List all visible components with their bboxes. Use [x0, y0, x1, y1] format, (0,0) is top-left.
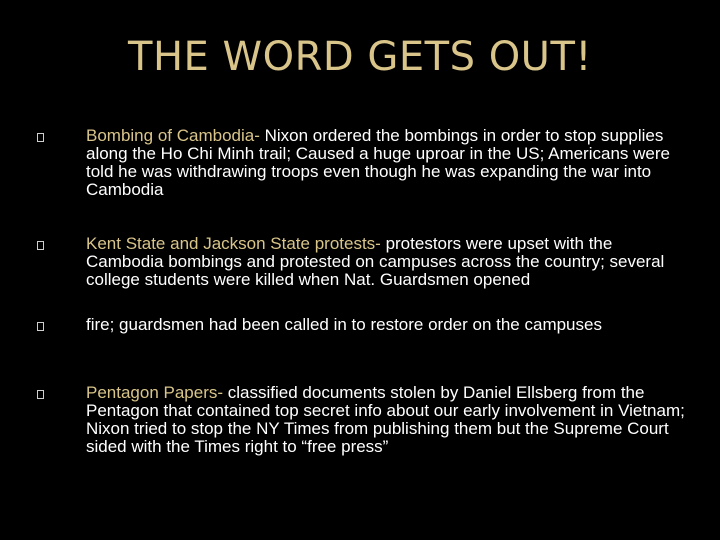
square-bullet-icon: [37, 390, 44, 399]
bullet-body: Nixon ordered the bombings in order to stop supplies along the Ho Chi Minh trail; Caused a huge uproar in the US; Americans were told he was withdrawing troops even though he was expanding the war into Cambodia: [86, 126, 670, 199]
bullet-lead: Kent State and Jackson State protests-: [86, 234, 381, 253]
bullet-text: [86, 127, 686, 199]
bullet-text: [86, 384, 686, 456]
bullet-text: [86, 235, 686, 289]
bullet-body: fire; guardsmen had been called in to restore order on the campuses: [86, 315, 602, 334]
bullet-lead: Pentagon Papers-: [86, 383, 224, 402]
square-bullet-icon: [37, 133, 44, 142]
square-bullet-icon: [37, 241, 44, 250]
bullet-lead: Bombing of Cambodia-: [86, 126, 260, 145]
slide-title: THE WORD GETS OUT!: [128, 34, 592, 80]
bullet-body: classified documents stolen by Daniel Ellsberg from the Pentagon that contained top secret info about our early involvement in Vietnam; Nixon tried to stop the NY Times from publishing them but the Supreme Court sided with the Times right to “free press”: [86, 383, 685, 456]
bullet-text: [86, 316, 686, 334]
bullet-body: protestors were upset with the Cambodia bombings and protested on campuses across the country; several college students were killed when Nat. Guardsmen opened: [86, 234, 665, 289]
square-bullet-icon: [37, 322, 44, 331]
